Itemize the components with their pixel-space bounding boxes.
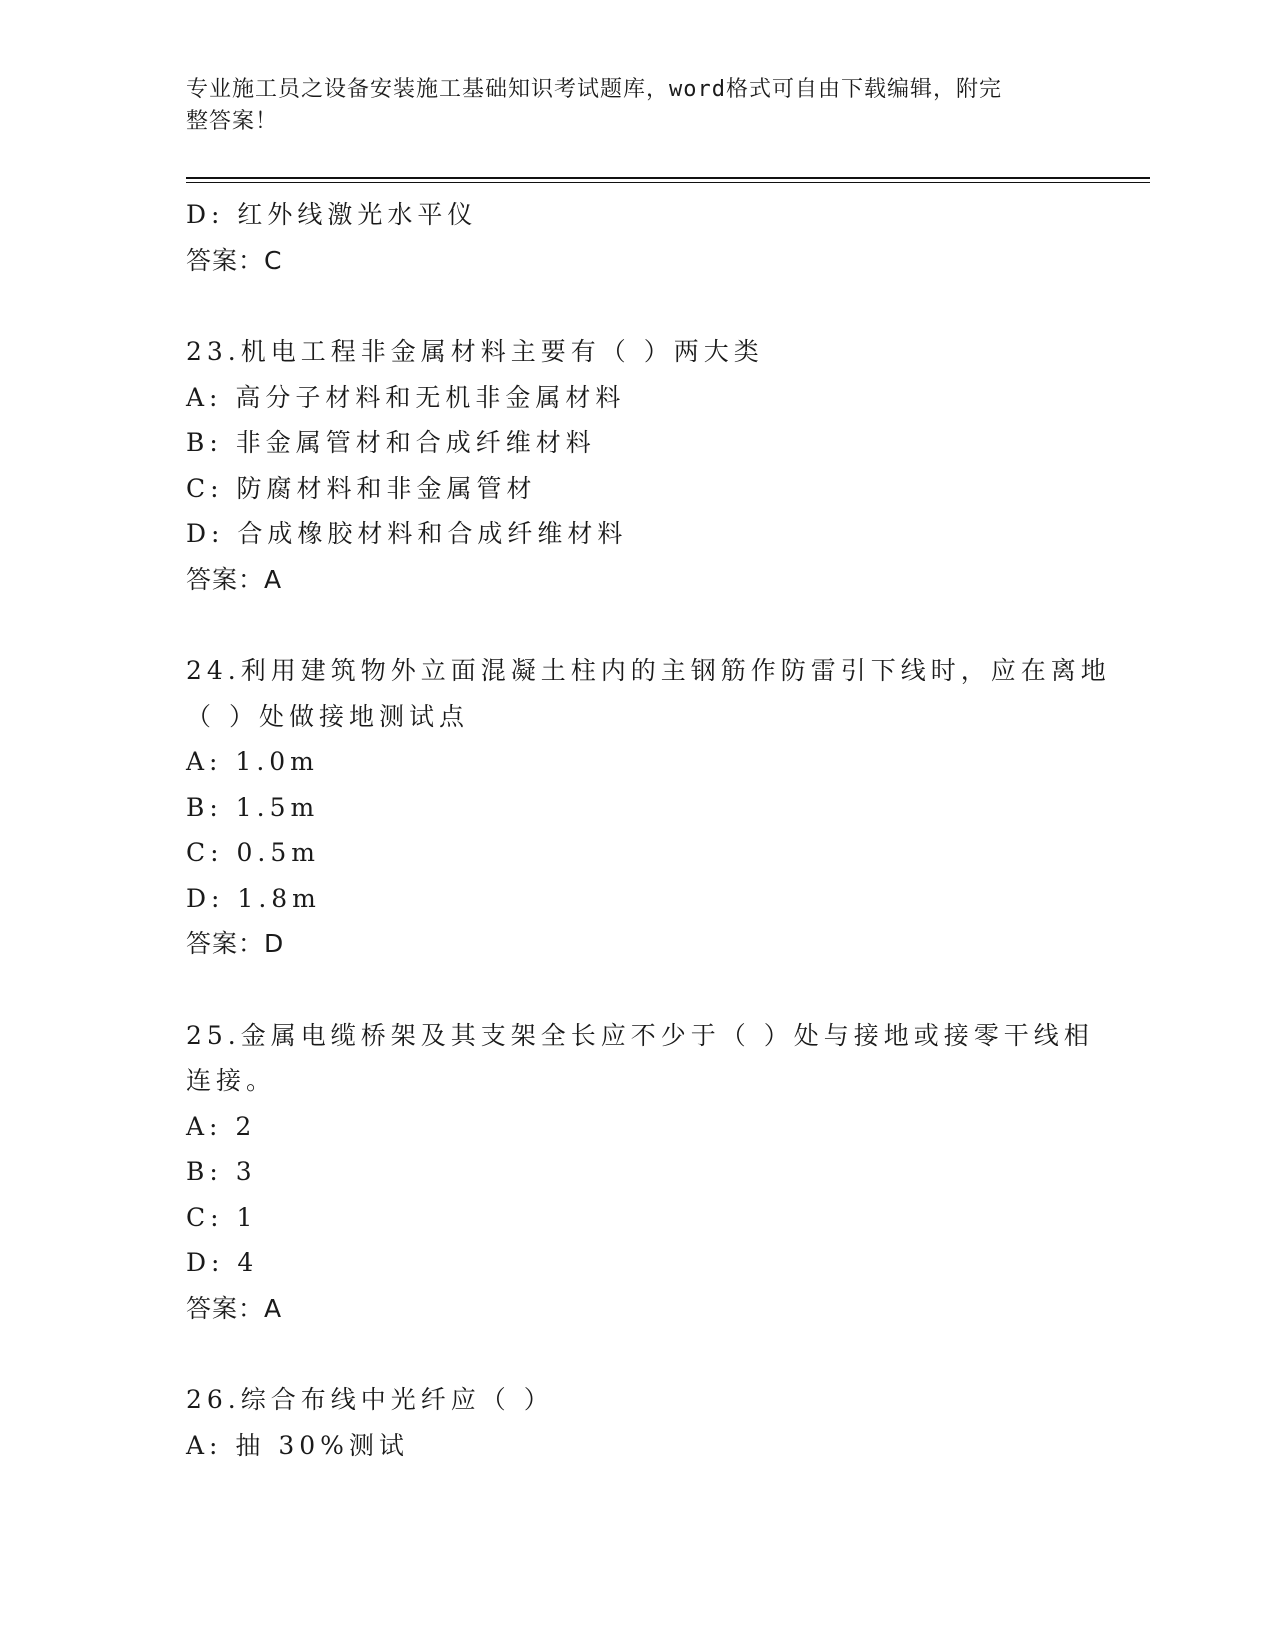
header-divider-thin: [186, 182, 1150, 183]
question-25: [186, 1013, 1094, 1332]
option-a: A: 1.0m: [186, 747, 319, 776]
question-text-line-2: （ ）处做接地测试点: [186, 701, 469, 731]
answer: 答案：A: [186, 1293, 283, 1323]
option-b: B: 3: [186, 1157, 257, 1186]
question-24: [186, 648, 1111, 967]
option-d: D: 1.8m: [186, 883, 321, 913]
option-a: A: 2: [186, 1111, 257, 1141]
option-d: D: 4: [186, 1248, 259, 1277]
spacer: [186, 602, 1086, 648]
option-c: C: 防腐材料和非金属管材: [186, 473, 537, 503]
question-26: [186, 1377, 1086, 1468]
option-d: D: 合成橡胶材料和合成纤维材料: [186, 519, 628, 548]
spacer: [186, 1331, 1086, 1377]
spacer: [186, 967, 1086, 1013]
option-c: C: 1: [186, 1202, 258, 1232]
question-text-line-1: 24.利用建筑物外立面混凝土柱内的主钢筋作防雷引下线时，应在离地: [186, 656, 1111, 685]
option-b: B: 1.5m: [186, 792, 320, 822]
option-b: B: 非金属管材和合成纤维材料: [186, 428, 596, 457]
document-header: [186, 74, 1086, 138]
question-text: 26.综合布线中光纤应（ ）: [186, 1385, 554, 1414]
header-line-2: 整答案！: [186, 109, 279, 134]
question-list: [186, 192, 1111, 1468]
question-text-line-2: 连接。: [186, 1066, 277, 1095]
answer: 答案：C: [186, 245, 283, 275]
question-22-tail: [186, 192, 1086, 283]
option-a: A: 高分子材料和无机非金属材料: [186, 382, 626, 412]
option-a: A: 抽 30%测试: [186, 1430, 409, 1460]
answer: 答案：D: [186, 929, 285, 958]
option-d: D: 红外线激光水平仪: [186, 200, 478, 229]
question-text: 23.机电工程非金属材料主要有（ ）两大类: [186, 337, 764, 366]
spacer: [186, 283, 1086, 329]
header-divider-thick: [186, 177, 1150, 179]
header-line-1: 专业施工员之设备安装施工基础知识考试题库，word格式可自由下载编辑，附完: [186, 77, 1002, 102]
question-text-line-1: 25.金属电缆桥架及其支架全长应不少于（ ）处与接地或接零干线相: [186, 1020, 1094, 1050]
answer: 答案：A: [186, 564, 283, 594]
question-23: [186, 329, 1086, 602]
option-c: C: 0.5m: [186, 838, 320, 867]
